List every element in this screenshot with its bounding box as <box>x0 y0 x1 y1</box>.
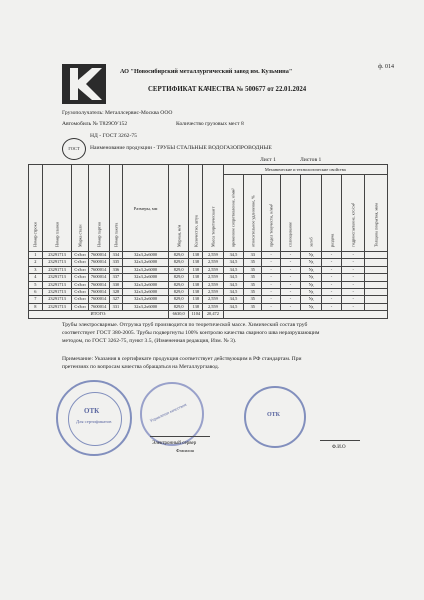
column-header: Масса теоретическая т <box>203 165 224 252</box>
form-number: ф. 014 <box>378 64 394 70</box>
mechanical-header: Механические и технологические свойства <box>223 165 387 175</box>
table-cell: - <box>321 252 342 259</box>
table-cell: 829,0 <box>168 252 189 259</box>
signature-line <box>150 436 210 437</box>
signature-label: Электронный сервер <box>152 441 197 446</box>
table-cell: - <box>262 303 280 310</box>
table-cell: - <box>280 289 301 296</box>
signature-sub: Фамилия <box>176 448 194 453</box>
table-cell: 34,5 <box>223 252 244 259</box>
company-name: АО "Новосибирский металлургический завод им. Кузьмина" <box>120 68 293 75</box>
gost-certification-icon: ГОСТ <box>62 138 86 160</box>
total-cell: 1104 <box>189 311 203 318</box>
table-cell: Ст3сп <box>72 252 88 259</box>
table-cell: 32х3,2х6000 <box>123 281 169 288</box>
table-cell: 35 <box>244 259 262 266</box>
table-cell: 23291713 <box>42 303 72 310</box>
table-cell: 334 <box>109 252 123 259</box>
otk-round-seal-label: ОТК <box>267 412 281 418</box>
table-cell: 23291713 <box>42 296 72 303</box>
note-line-3: методом, по ГОСТ 3262-75, пункт 3.5, (Измененная редакция, Изм. № 3). <box>62 338 237 344</box>
table-cell: 32х3,2х6000 <box>123 274 169 281</box>
table-cell: 6 <box>29 289 43 296</box>
total-row <box>29 311 388 318</box>
table-cell: Уд <box>301 289 322 296</box>
vehicle: Автомобиль № Т829ОУ152 <box>62 121 128 127</box>
column-header: Марка стали <box>72 165 88 252</box>
table-cell: 138 <box>189 281 203 288</box>
table-cell: Ст3сп <box>72 296 88 303</box>
table-cell: - <box>321 289 342 296</box>
table-cell: 138 <box>189 266 203 273</box>
product-name: Наименование продукции - ТРУБЫ СТАЛЬНЫЕ ВОДОГАЗОПРОВОДНЫЕ <box>90 145 272 151</box>
table-cell: 23291713 <box>42 281 72 288</box>
quality-table <box>28 164 388 319</box>
table-cell: 34,5 <box>223 289 244 296</box>
column-header: Размеры, мм <box>123 165 169 252</box>
table-row <box>29 281 388 288</box>
table-cell: 2,559 <box>203 274 224 281</box>
table-cell: - <box>321 266 342 273</box>
table-cell <box>365 303 388 310</box>
table-cell: 2,559 <box>203 281 224 288</box>
otk-stamp-sub: Для сертификатов <box>76 419 112 424</box>
table-cell <box>365 289 388 296</box>
table-cell: 335 <box>109 259 123 266</box>
table-cell: 829,0 <box>168 259 189 266</box>
otk-stamp-label: ОТК <box>84 407 100 415</box>
table-cell: 138 <box>189 303 203 310</box>
column-header: временное сопротивление, н/мм² <box>223 175 244 252</box>
table-cell: - <box>342 289 365 296</box>
column-header: Номер плавки <box>42 165 72 252</box>
table-cell: - <box>280 296 301 303</box>
table-cell: 35 <box>244 274 262 281</box>
table-cell: - <box>280 303 301 310</box>
table-cell: - <box>262 274 280 281</box>
certificate-title: СЕРТИФИКАТ КАЧЕСТВА № 500677 от 22.01.2024 <box>148 86 307 93</box>
table-cell: Уд <box>301 274 322 281</box>
table-cell: - <box>321 281 342 288</box>
table-cell: 330 <box>109 281 123 288</box>
table-cell: 7600014 <box>88 274 109 281</box>
table-cell: Ст3сп <box>72 289 88 296</box>
table-cell: 829,0 <box>168 303 189 310</box>
table-cell: - <box>262 281 280 288</box>
column-header: раздача <box>321 175 342 252</box>
table-row <box>29 259 388 266</box>
table-cell: Уд <box>301 259 322 266</box>
table-cell: 32х3,2х6000 <box>123 252 169 259</box>
table-cell: 35 <box>244 303 262 310</box>
consignee: Грузополучатель: Металлсервис-Москва ООО <box>62 110 173 116</box>
table-cell: - <box>262 289 280 296</box>
table-cell <box>365 274 388 281</box>
table-cell: - <box>342 303 365 310</box>
table-cell: 7 <box>29 296 43 303</box>
places-count: Количество грузовых мест 8 <box>176 121 244 127</box>
table-cell: 23291713 <box>42 252 72 259</box>
table-cell: 32х3,2х6000 <box>123 289 169 296</box>
table-cell: Уд <box>301 303 322 310</box>
table-cell: Ст3сп <box>72 266 88 273</box>
column-header: Толщина покрытия, мкм <box>365 175 388 252</box>
note-line-1: Трубы электросварные. Отгрузка труб производится по теоретической массе. Химический состав труб <box>62 322 308 328</box>
sheet-number: Лист 1 <box>260 157 276 163</box>
column-header: Номер строки <box>29 165 43 252</box>
table-cell: 2,559 <box>203 252 224 259</box>
table-cell: 2,559 <box>203 296 224 303</box>
table-cell: Уд <box>301 296 322 303</box>
table-cell: - <box>342 274 365 281</box>
total-cell: ИТОГО: <box>29 311 169 318</box>
table-cell: 34,5 <box>223 259 244 266</box>
table-cell: 829,0 <box>168 296 189 303</box>
table-cell: 327 <box>109 296 123 303</box>
column-header: гидроиспытание, кгс/см² <box>342 175 365 252</box>
remark-line-1: Примечание: Указания в сертификате продукция соответствует действующим в РФ стандартам. При <box>62 356 302 362</box>
table-cell: - <box>280 259 301 266</box>
table-cell: 2,559 <box>203 289 224 296</box>
table-cell: 35 <box>244 289 262 296</box>
table-cell: 32х3,2х6000 <box>123 266 169 273</box>
table-cell: Уд <box>301 252 322 259</box>
table-cell: - <box>262 266 280 273</box>
table-cell: 7600014 <box>88 266 109 273</box>
table-cell: - <box>342 259 365 266</box>
total-cell <box>223 311 387 318</box>
table-cell: 138 <box>189 274 203 281</box>
table-cell: - <box>262 252 280 259</box>
table-cell: 23291713 <box>42 259 72 266</box>
table-row <box>29 296 388 303</box>
column-header: предел текучести, н/мм² <box>262 175 280 252</box>
table-cell: 7600014 <box>88 289 109 296</box>
column-header: загиб <box>301 175 322 252</box>
table-cell: Ст3сп <box>72 259 88 266</box>
table-cell: 32х3,2х6000 <box>123 259 169 266</box>
table-cell: - <box>280 252 301 259</box>
remark-line-2: претензиях по вопросам качества обращаться на Металлургзавод. <box>62 364 220 370</box>
total-cell: 20,472 <box>203 311 224 318</box>
table-row <box>29 289 388 296</box>
table-cell: - <box>262 259 280 266</box>
table-cell: - <box>280 281 301 288</box>
company-logo <box>62 64 106 104</box>
table-cell: 7600014 <box>88 259 109 266</box>
standard: НД - ГОСТ 3262-75 <box>90 133 137 139</box>
table-cell: 35 <box>244 281 262 288</box>
table-cell: 138 <box>189 252 203 259</box>
table-cell <box>365 252 388 259</box>
table-row <box>29 252 388 259</box>
table-cell: - <box>262 296 280 303</box>
table-cell <box>365 266 388 273</box>
table-cell: 5 <box>29 281 43 288</box>
table-cell: 7600014 <box>88 303 109 310</box>
table-cell: - <box>280 266 301 273</box>
table-cell: 35 <box>244 266 262 273</box>
column-header: Количество, штук <box>189 165 203 252</box>
table-cell: 7600014 <box>88 296 109 303</box>
table-cell: 7600014 <box>88 281 109 288</box>
table-cell: - <box>342 296 365 303</box>
table-cell: Уд <box>301 281 322 288</box>
table-cell <box>365 281 388 288</box>
table-cell: 23291713 <box>42 266 72 273</box>
table-cell <box>365 259 388 266</box>
table-cell <box>365 296 388 303</box>
table-cell: - <box>321 259 342 266</box>
table-cell: - <box>342 252 365 259</box>
table-cell: 138 <box>189 289 203 296</box>
table-cell: 34,5 <box>223 296 244 303</box>
table-cell: 32х3,2х6000 <box>123 303 169 310</box>
table-cell: 4 <box>29 274 43 281</box>
table-cell: 328 <box>109 289 123 296</box>
table-cell: 336 <box>109 266 123 273</box>
table-cell: 2,559 <box>203 303 224 310</box>
fio-line <box>320 440 360 441</box>
table-cell: 337 <box>109 274 123 281</box>
table-cell: - <box>280 274 301 281</box>
table-cell: 32х3,2х6000 <box>123 296 169 303</box>
column-header: Номер пакета <box>109 165 123 252</box>
table-cell: 1 <box>29 252 43 259</box>
table-cell: 34,5 <box>223 274 244 281</box>
table-row <box>29 266 388 273</box>
otk-round-seal <box>244 386 306 448</box>
column-header: Мерная, м/м <box>168 165 189 252</box>
table-cell: - <box>342 281 365 288</box>
table-cell: - <box>321 274 342 281</box>
table-cell: 3 <box>29 266 43 273</box>
total-cell: 6630,0 <box>168 311 189 318</box>
table-cell: 2,559 <box>203 259 224 266</box>
table-cell: 7600014 <box>88 252 109 259</box>
table-cell: Ст3сп <box>72 274 88 281</box>
quality-seal-label: Управление качеством <box>148 401 188 424</box>
table-cell: 23291713 <box>42 289 72 296</box>
table-cell: - <box>321 303 342 310</box>
table-row <box>29 303 388 310</box>
table-cell: 829,0 <box>168 274 189 281</box>
table-cell: 138 <box>189 296 203 303</box>
table-cell: Уд <box>301 266 322 273</box>
table-cell: - <box>342 266 365 273</box>
column-header: Номер партии <box>88 165 109 252</box>
table-cell: 2,559 <box>203 266 224 273</box>
table-cell: 23291713 <box>42 274 72 281</box>
table-cell: Ст3сп <box>72 303 88 310</box>
note-line-2: соответствует ГОСТ 380-2005. Трубы подвергнуты 100% контролю качества сварного шва неразрушающим <box>62 330 320 336</box>
otk-stamp <box>56 380 132 456</box>
table-cell: Ст3сп <box>72 281 88 288</box>
table-cell: 829,0 <box>168 266 189 273</box>
table-cell: 138 <box>189 259 203 266</box>
fio-label: Ф.И.О <box>332 445 346 450</box>
table-cell: 33 <box>244 252 262 259</box>
table-cell: 34,5 <box>223 303 244 310</box>
column-header: сплющивание <box>280 175 301 252</box>
column-header: относительное удлинение, % <box>244 175 262 252</box>
table-cell: 34,5 <box>223 281 244 288</box>
table-row <box>29 274 388 281</box>
table-cell: 35 <box>244 296 262 303</box>
table-cell: 829,0 <box>168 289 189 296</box>
table-cell: - <box>321 296 342 303</box>
sheets-total: Листов 1 <box>300 157 322 163</box>
table-cell: 2 <box>29 259 43 266</box>
table-cell: 331 <box>109 303 123 310</box>
table-cell: 34,5 <box>223 266 244 273</box>
table-cell: 829,0 <box>168 281 189 288</box>
table-cell: 8 <box>29 303 43 310</box>
